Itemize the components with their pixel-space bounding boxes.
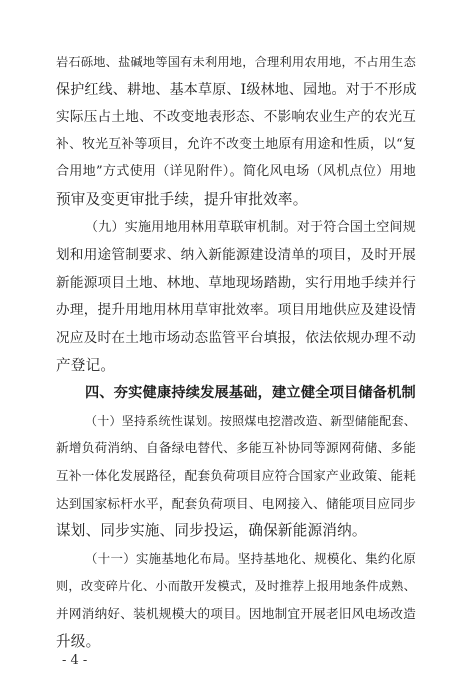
text-line: 则，改变碎片化、小而散开发模式，及时推荐上报用地条件成熟、 bbox=[56, 579, 416, 594]
text-line: 合用地”方式使用（详见附件）。简化风电场（风机点位）用地 bbox=[56, 164, 416, 180]
text-line: 达到国家标杆水平，配套负荷项目、电网接入、储能项目应同步 bbox=[56, 495, 416, 511]
text-line: 预审及变更审批手续，提升审批效率。 bbox=[56, 191, 308, 208]
page-number: - 4 - bbox=[62, 653, 88, 668]
text-line: 并网消纳好、装机规模大的项目。因地制宜开展老旧风电场改造 bbox=[56, 606, 416, 621]
section-9-line: （九）实施用地用林用草联审机制。对于符合国土空间规 bbox=[85, 219, 416, 235]
text-line: 互补一体化发展路径，配套负荷项目应符合国家产业政策、能耗 bbox=[56, 468, 416, 483]
text-line: 产登记。 bbox=[56, 356, 116, 374]
text-line: 谋划、同步实施、同步投运，确保新能源消纳。 bbox=[56, 522, 367, 540]
text-line: 岩石砾地、盐碱地等国有未利用地，合理利用农用地，不占用生态 bbox=[56, 55, 416, 69]
text-line: 况应及时在土地市场动态监管平台填报，依法依规办理不动 bbox=[56, 330, 416, 346]
text-line: 升级。 bbox=[56, 632, 101, 650]
section-heading: 四、夯实健康持续发展基础，建立健全项目储备机制 bbox=[85, 385, 416, 402]
text-line: 保护红线、耕地、基本草原、Ⅰ级林地、园地。对于不形成 bbox=[56, 81, 417, 98]
text-line: 办理，提升用地用林用草审批效率。项目用地供应及建设情 bbox=[56, 302, 416, 319]
text-line: 新能源项目土地、林地、草地现场踏勘，实行用地手续并行 bbox=[56, 274, 416, 291]
text-line: 实际压占土地、不改变地表形态、不影响农业生产的农光互 bbox=[56, 109, 416, 126]
section-10-line: （十）坚持系统性谋划。按照煤电挖潜改造、新型储能配套、 bbox=[85, 413, 416, 428]
text-line: 划和用途管制要求、纳入新能源建设清单的项目，及时开展 bbox=[56, 247, 416, 264]
text-line: 新增负荷消纳、自备绿电替代、多能互补协同等源网荷储、多能 bbox=[56, 440, 416, 456]
section-11-line: （十一）实施基地化布局。坚持基地化、规模化、集约化原 bbox=[85, 550, 416, 566]
text-line: 补、牧光互补等项目，允许不改变土地原有用途和性质，以“复 bbox=[56, 136, 416, 152]
